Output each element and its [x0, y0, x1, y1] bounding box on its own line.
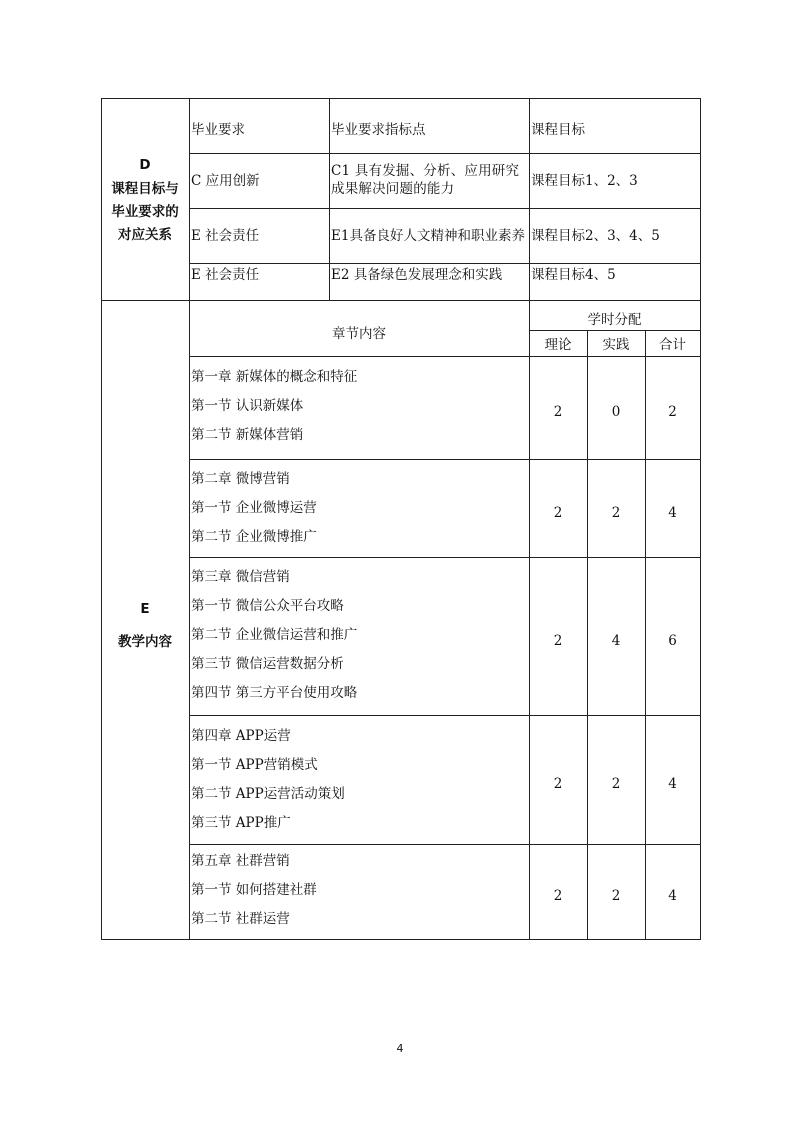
d-row-2-requirement: E 社会责任 — [191, 228, 260, 244]
section-d-letter: D — [139, 157, 151, 173]
e-header-chapter-content: 章节内容 — [332, 326, 386, 342]
chapter-5-theory: 2 — [553, 888, 563, 904]
chapter-4-practice: 2 — [611, 776, 621, 792]
section-e-letter: E — [140, 601, 150, 617]
d-row-2-goal: 课程目标2、3、4、5 — [531, 228, 660, 244]
chapter-4-line-2: 第一节 APP营销模式 — [191, 757, 318, 773]
chapter-3-line-2: 第一节 微信公众平台攻略 — [191, 598, 344, 614]
chapter-5-line-2: 第一节 如何搭建社群 — [191, 882, 317, 898]
table-border-bottom — [101, 939, 701, 940]
d-row-3-indicator: E2 具备绿色发展理念和实践 — [331, 267, 503, 283]
table-border-top — [101, 98, 701, 99]
chapter-4-line-1: 第四章 APP运营 — [191, 728, 291, 744]
chapter-5-line-3: 第二节 社群运营 — [191, 911, 290, 927]
chapter-1-line-3: 第二节 新媒体营销 — [191, 427, 304, 443]
d-row-1-indicator: C1 具有发掘、分析、应用研究成果解决问题的能力 — [331, 163, 520, 197]
d-row-3-goal: 课程目标4、5 — [531, 267, 616, 283]
section-e-title: 教学内容 — [118, 634, 172, 650]
d-header-requirement: 毕业要求 — [191, 122, 245, 138]
section-divider — [101, 300, 701, 301]
d-row-divider-1 — [189, 153, 700, 154]
chapter-4-line-4: 第三节 APP推广 — [191, 815, 291, 831]
chapter-5-line-1: 第五章 社群营销 — [191, 853, 290, 869]
chapter-2-line-2: 第一节 企业微博运营 — [191, 500, 317, 516]
e-chapter-divider-1 — [189, 459, 700, 460]
chapter-1-line-2: 第一节 认识新媒体 — [191, 398, 304, 414]
label-column-divider — [189, 98, 190, 940]
d-row-divider-3 — [189, 263, 700, 264]
d-header-indicator: 毕业要求指标点 — [331, 122, 426, 138]
d-row-3-requirement: E 社会责任 — [191, 267, 260, 283]
e-header-hours: 学时分配 — [587, 312, 642, 328]
chapter-3-line-3: 第二节 企业微信运营和推广 — [191, 627, 358, 643]
chapter-4-line-3: 第二节 APP运营活动策划 — [191, 786, 345, 802]
e-subheader-total: 合计 — [659, 337, 686, 353]
chapter-2-practice: 2 — [611, 505, 621, 521]
chapter-3-total: 6 — [668, 633, 677, 649]
chapter-3-theory: 2 — [553, 633, 563, 649]
chapter-1-theory: 2 — [553, 404, 563, 420]
chapter-3-practice: 4 — [611, 633, 621, 649]
chapter-4-total: 4 — [668, 776, 677, 792]
chapter-3-line-1: 第三章 微信营销 — [191, 569, 290, 585]
chapter-3-line-4: 第三节 微信运营数据分析 — [191, 656, 344, 672]
e-chapter-divider-2 — [189, 557, 700, 558]
d-row-1-requirement: C 应用创新 — [191, 173, 260, 189]
e-subheader-practice: 实践 — [602, 337, 630, 353]
e-header-bottom — [189, 356, 700, 357]
chapter-1-practice: 0 — [611, 404, 621, 420]
chapter-4-theory: 2 — [553, 776, 563, 792]
section-d-title-line-3: 对应关系 — [118, 227, 172, 243]
d-row-1-goal: 课程目标1、2、3 — [531, 173, 638, 189]
chapter-3-line-5: 第四节 第三方平台使用攻略 — [191, 685, 358, 701]
chapter-5-total: 4 — [668, 888, 677, 904]
d-col-divider-1 — [329, 98, 330, 300]
d-row-2-indicator: E1具备良好人文精神和职业素养 — [331, 228, 525, 244]
chapter-1-total: 2 — [668, 404, 677, 420]
e-chapter-divider-4 — [189, 844, 700, 845]
d-header-course-goal: 课程目标 — [531, 122, 585, 138]
e-hours-subheader-line — [529, 330, 700, 331]
e-subheader-theory: 理论 — [544, 337, 572, 353]
chapter-2-line-1: 第二章 微博营销 — [191, 471, 290, 487]
chapter-1-line-1: 第一章 新媒体的概念和特征 — [191, 369, 358, 385]
d-row-divider-2 — [189, 208, 700, 209]
section-d-title-line-2: 毕业要求的 — [111, 204, 179, 220]
section-d-title-line-1: 课程目标与 — [111, 181, 179, 197]
d-col-divider-2 — [529, 98, 530, 300]
page-number: 4 — [396, 1042, 404, 1055]
table-border-left — [101, 98, 102, 940]
chapter-2-theory: 2 — [553, 505, 563, 521]
chapter-5-practice: 2 — [611, 888, 621, 904]
chapter-2-total: 4 — [668, 505, 677, 521]
table-border-right — [700, 98, 701, 940]
chapter-2-line-3: 第二节 企业微博推广 — [191, 529, 317, 545]
e-chapter-divider-3 — [189, 715, 700, 716]
